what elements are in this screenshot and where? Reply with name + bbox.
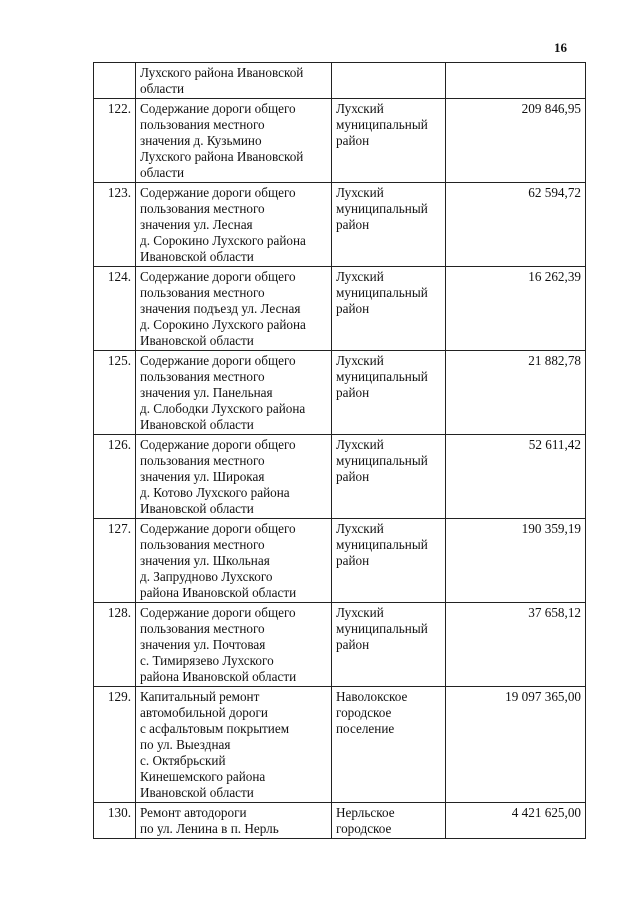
row-amount: 19 097 365,00 [446, 687, 586, 803]
row-municipality: Лухский муниципальный район [332, 435, 446, 519]
row-number: 130. [94, 803, 136, 839]
row-municipality: Лухский муниципальный район [332, 99, 446, 183]
row-amount: 209 846,95 [446, 99, 586, 183]
row-number: 122. [94, 99, 136, 183]
row-amount: 52 611,42 [446, 435, 586, 519]
row-number: 124. [94, 267, 136, 351]
row-amount: 37 658,12 [446, 603, 586, 687]
row-number: 129. [94, 687, 136, 803]
row-number: 126. [94, 435, 136, 519]
row-description: Содержание дороги общего пользования местного значения ул. Широкая д. Котово Лухского района Ивановской области [136, 435, 332, 519]
table-row [94, 687, 586, 803]
row-municipality: Лухский муниципальный район [332, 183, 446, 267]
table-row-continuation [94, 63, 586, 99]
row-municipality: Нерльское городское [332, 803, 446, 839]
row-municipality: Лухский муниципальный район [332, 351, 446, 435]
table-row [94, 803, 586, 839]
row-amount: 16 262,39 [446, 267, 586, 351]
row-amount: 190 359,19 [446, 519, 586, 603]
table-row [94, 183, 586, 267]
row-municipality: Лухский муниципальный район [332, 519, 446, 603]
table-row [94, 99, 586, 183]
row-amount: 62 594,72 [446, 183, 586, 267]
row-description: Содержание дороги общего пользования местного значения ул. Панельная д. Слободки Лухского района Ивановской области [136, 351, 332, 435]
row-description: Лухского района Ивановской области [136, 63, 332, 99]
row-amount: 4 421 625,00 [446, 803, 586, 839]
row-number: 123. [94, 183, 136, 267]
row-number: 127. [94, 519, 136, 603]
row-description: Капитальный ремонт автомобильной дороги с асфальтовым покрытием по ул. Выездная с. Октябрьский Кинешемского района Ивановской области [136, 687, 332, 803]
table-row [94, 435, 586, 519]
row-description: Содержание дороги общего пользования местного значения ул. Лесная д. Сорокино Лухского района Ивановской области [136, 183, 332, 267]
row-municipality: Наволокское городское поселение [332, 687, 446, 803]
row-municipality: Лухский муниципальный район [332, 267, 446, 351]
page-number: 16 [554, 40, 567, 55]
row-description: Содержание дороги общего пользования местного значения ул. Школьная д. Запрудново Лухского района Ивановской области [136, 519, 332, 603]
row-description: Содержание дороги общего пользования местного значения д. Кузьмино Лухского района Ивановской области [136, 99, 332, 183]
table-row [94, 603, 586, 687]
row-description: Ремонт автодороги по ул. Ленина в п. Нерль [136, 803, 332, 839]
row-number: 128. [94, 603, 136, 687]
row-number: 125. [94, 351, 136, 435]
row-amount [446, 63, 586, 99]
row-description: Содержание дороги общего пользования местного значения подъезд ул. Лесная д. Сорокино Лухского района Ивановской области [136, 267, 332, 351]
row-amount: 21 882,78 [446, 351, 586, 435]
row-municipality: Лухский муниципальный район [332, 603, 446, 687]
table-row [94, 267, 586, 351]
table-row [94, 351, 586, 435]
row-number [94, 63, 136, 99]
row-municipality [332, 63, 446, 99]
row-description: Содержание дороги общего пользования местного значения ул. Почтовая с. Тимирязево Лухского района Ивановской области [136, 603, 332, 687]
table-row [94, 519, 586, 603]
budget-table [93, 62, 586, 839]
